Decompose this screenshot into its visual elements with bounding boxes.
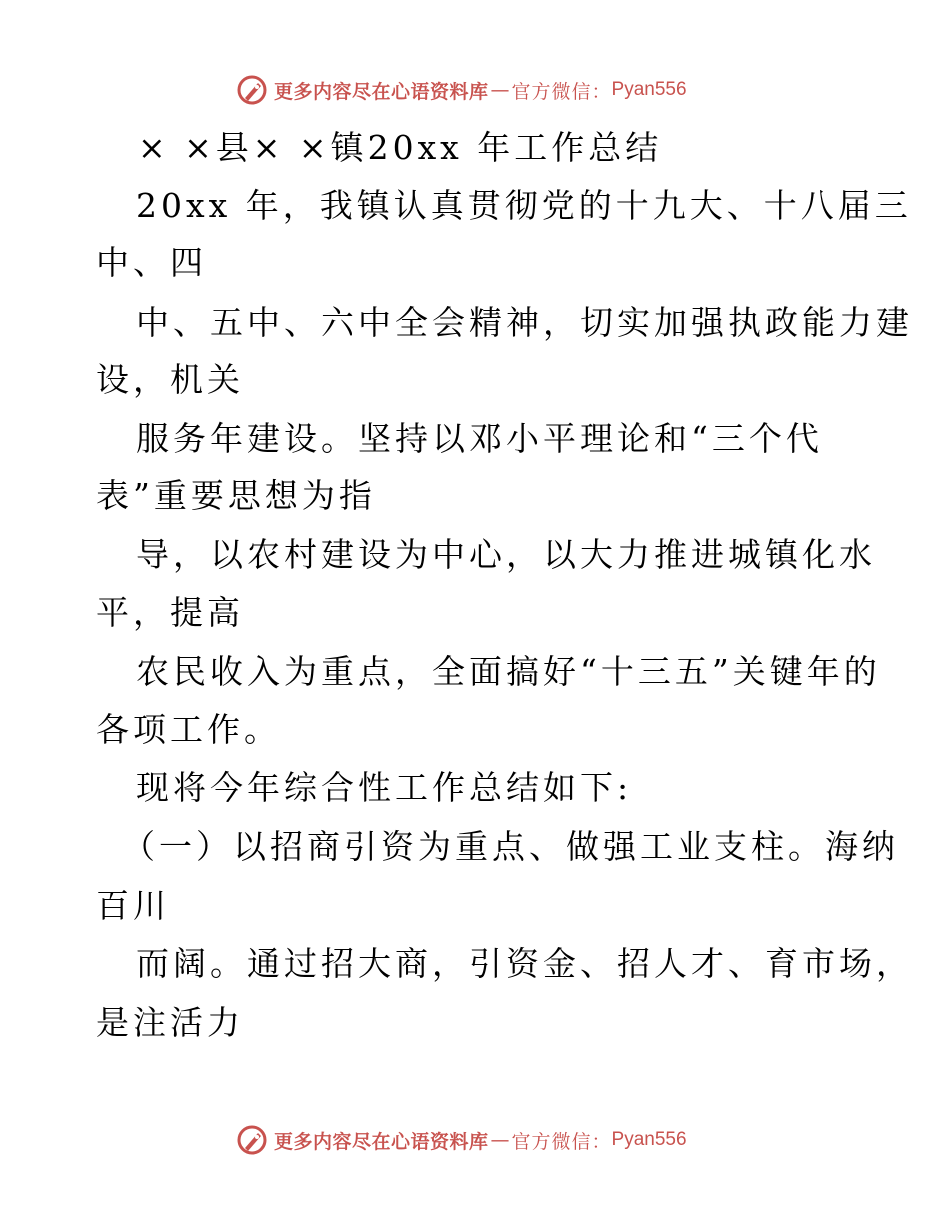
watermark-dash: —: [490, 79, 510, 101]
watermark-main-text: 更多内容尽在心语资料库: [274, 80, 489, 103]
body-line: 中、五中、六中全会精神，切实加强执政能力建: [136, 303, 913, 342]
watermark-contact-label: 官方微信：: [511, 1130, 612, 1153]
body-line: 服务年建设。坚持以邓小平理论和“三个代: [136, 419, 823, 458]
watermark-main-text: 更多内容尽在心语资料库: [274, 1130, 489, 1153]
document-title: × ×县× ×镇20xx 年工作总结: [138, 128, 663, 167]
footer-watermark: [236, 1124, 687, 1156]
body-line: 现将今年综合性工作总结如下:: [136, 768, 633, 807]
body-line: 而阔。通过招大商，引资金、招人才、育市场，: [136, 944, 913, 983]
body-line: 是注活力: [96, 1003, 244, 1042]
header-watermark: [236, 74, 687, 106]
pen-logo-icon: [236, 1124, 268, 1156]
body-line: 表”重要思想为指: [96, 476, 376, 515]
watermark-wechat-id: Pyan556: [611, 1129, 687, 1150]
body-line: 导，以农村建设为中心，以大力推进城镇化水: [136, 535, 876, 574]
body-line: 20xx 年，我镇认真贯彻党的十九大、十八届三: [136, 186, 912, 225]
watermark-contact-label: 官方微信：: [511, 80, 612, 103]
body-line: 平，提高: [96, 593, 244, 632]
watermark-dash: —: [490, 1129, 510, 1151]
pen-logo-icon: [236, 74, 268, 106]
watermark-wechat-id: Pyan556: [611, 79, 687, 100]
body-line: 设，机关: [96, 360, 244, 399]
body-line: 农民收入为重点，全面搞好“十三五”关键年的: [136, 652, 881, 691]
body-line: 百川: [96, 886, 170, 925]
body-line: （一）以招商引资为重点、做强工业支柱。海纳: [122, 827, 899, 866]
body-line: 中、四: [96, 243, 207, 282]
body-line: 各项工作。: [96, 710, 281, 749]
